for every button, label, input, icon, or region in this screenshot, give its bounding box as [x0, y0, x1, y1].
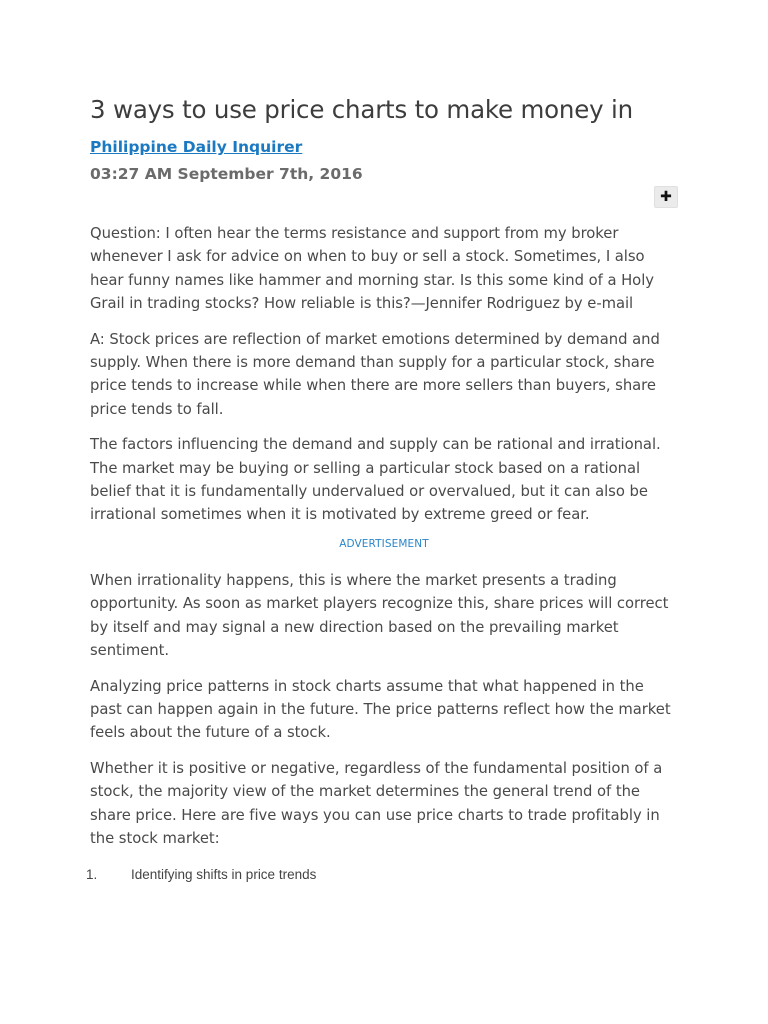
plus-icon: ✚ — [660, 189, 672, 205]
paragraph-price-patterns: Analyzing price patterns in stock charts assume that what happened in the past can happen again in the future. The price patterns reflect how the market feels about the future of a stock. — [90, 677, 671, 742]
paragraph-answer: A: Stock prices are reflection of market emotions determined by demand and supply. When there is more demand than supply for a particular stock, share price tends to increase while when there are more sellers than buyers, share price tends to fall. — [90, 330, 660, 418]
article-title: 3 ways to use price charts to make money in — [90, 95, 633, 124]
source-link[interactable]: Philippine Daily Inquirer — [90, 138, 303, 156]
list-item-text: Identifying shifts in price trends — [131, 867, 317, 883]
expand-button[interactable] — [654, 186, 678, 208]
paragraph-irrationality: When irrationality happens, this is where the market presents a trading opportunity. As soon as market players recognize this, share prices will correct by itself and may signal a new direction based on the prevailing market sentiment. — [90, 572, 669, 659]
advertisement-label: ADVERTISEMENT — [339, 538, 429, 551]
article-body — [86, 222, 678, 884]
list-item-number: 1. — [86, 867, 98, 883]
paragraph-majority-view: Whether it is positive or negative, regardless of the fundamental position of a stock, the majority view of the market determines the general trend of the share price. Here are five ways you can use price charts to trade profitably in the stock market: — [90, 760, 663, 848]
list-item — [86, 866, 678, 884]
paragraph-factors: The factors influencing the demand and supply can be rational and irrational. The market may be buying or selling a particular stock based on a rational belief that it is fundamentally undervalued or overvalued, but it can also be irrational sometimes when it is motivated by extreme greed or fear. — [90, 436, 661, 524]
article-dateline: 03:27 AM September 7th, 2016 — [90, 165, 363, 183]
paragraph-question: Question: I often hear the terms resistance and support from my broker whenever I ask for advice on when to buy or sell a stock. Sometimes, I also hear funny names like hammer and morning star. Is this some kind of a Holy Grail in trading stocks? How reliable is this?—Jennifer Rodriguez by e-mail — [90, 225, 654, 312]
